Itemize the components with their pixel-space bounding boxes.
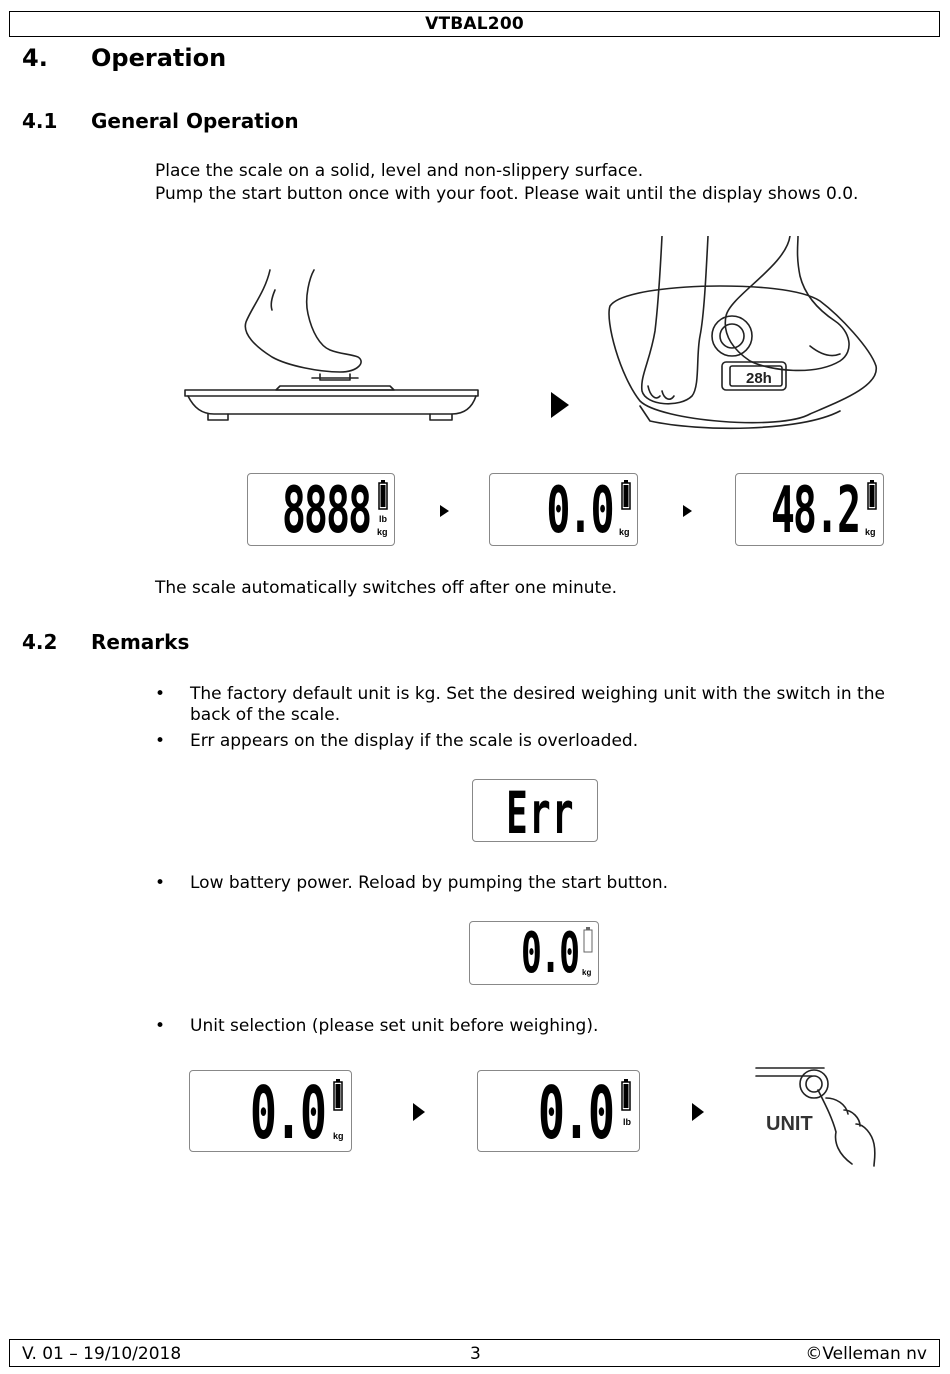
auto-off-note: The scale automatically switches off after one minute. xyxy=(155,578,618,598)
battery-full-icon xyxy=(867,480,877,510)
section-title: Operation xyxy=(91,44,227,72)
footer-version: V. 01 – 19/10/2018 xyxy=(22,1344,182,1364)
lcd-display-weight xyxy=(735,473,884,546)
unit-label-kg: kg xyxy=(865,527,876,537)
display-value: Err xyxy=(506,779,575,847)
unit-label-kg: kg xyxy=(582,968,592,977)
lcd-display-zero xyxy=(489,473,638,546)
lcd-display-all-segments xyxy=(247,473,395,546)
display-value: 0.0 xyxy=(537,1071,613,1155)
sequence-arrow xyxy=(551,392,569,418)
unit-label-lb: lb xyxy=(623,1117,631,1127)
display-value: 0.0 xyxy=(520,921,578,986)
footer-page-number: 3 xyxy=(470,1344,481,1364)
footer-copyright: ©Velleman nv xyxy=(805,1344,927,1364)
unit-switch-illustration xyxy=(752,1062,882,1170)
sequence-arrow xyxy=(440,505,449,517)
lcd-display-unit-lb xyxy=(477,1070,640,1155)
unit-label-kg: kg xyxy=(377,527,388,537)
remark-text: The factory default unit is kg. Set the desired weighing unit with the switch in the back of the scale. xyxy=(190,684,885,725)
instruction-line-2: Pump the start button once with your foot. Please wait until the display shows 0.0. xyxy=(155,184,859,204)
lcd-display-unit-kg xyxy=(189,1070,352,1155)
unit-label-kg: kg xyxy=(619,527,630,537)
foot-press-illustration xyxy=(180,262,485,427)
display-value: 48.2 xyxy=(770,474,859,548)
battery-full-icon xyxy=(621,480,631,510)
model-name: VTBAL200 xyxy=(425,14,524,34)
remark-text: Unit selection (please set unit before weighing). xyxy=(190,1016,599,1036)
display-value: 0.0 xyxy=(546,474,613,548)
bullet-icon: • xyxy=(155,873,166,893)
sequence-arrow xyxy=(413,1103,425,1121)
unit-button-label: UNIT xyxy=(766,1113,813,1135)
battery-empty-icon xyxy=(583,927,593,953)
remarks-title: Remarks xyxy=(91,630,190,654)
bullet-icon: • xyxy=(155,731,166,751)
unit-label-lb: lb xyxy=(379,514,387,524)
unit-label-kg: kg xyxy=(333,1131,344,1141)
page-header xyxy=(9,11,940,37)
battery-full-icon xyxy=(333,1079,343,1111)
standing-scale-illustration xyxy=(600,236,880,432)
section-number: 4. xyxy=(22,44,48,72)
display-value: 8888 xyxy=(281,474,370,548)
remark-text: Low battery power. Reload by pumping the start button. xyxy=(190,873,669,893)
remark-text: Err appears on the display if the scale is overloaded. xyxy=(190,731,639,751)
page-footer xyxy=(9,1339,940,1367)
battery-full-icon xyxy=(621,1079,631,1111)
general-title: General Operation xyxy=(91,109,299,133)
bullet-icon: • xyxy=(155,1016,166,1036)
bullet-icon: • xyxy=(155,684,166,704)
instruction-line-1: Place the scale on a solid, level and non-slippery surface. xyxy=(155,161,644,181)
scale-small-display: 28h xyxy=(746,370,772,387)
general-number: 4.1 xyxy=(22,109,58,133)
remarks-number: 4.2 xyxy=(22,630,58,654)
sequence-arrow xyxy=(692,1103,704,1121)
lcd-display-error xyxy=(472,779,598,847)
battery-full-icon xyxy=(378,480,388,510)
display-value: 0.0 xyxy=(249,1071,325,1155)
sequence-arrow xyxy=(683,505,692,517)
lcd-display-low-battery xyxy=(469,921,599,985)
